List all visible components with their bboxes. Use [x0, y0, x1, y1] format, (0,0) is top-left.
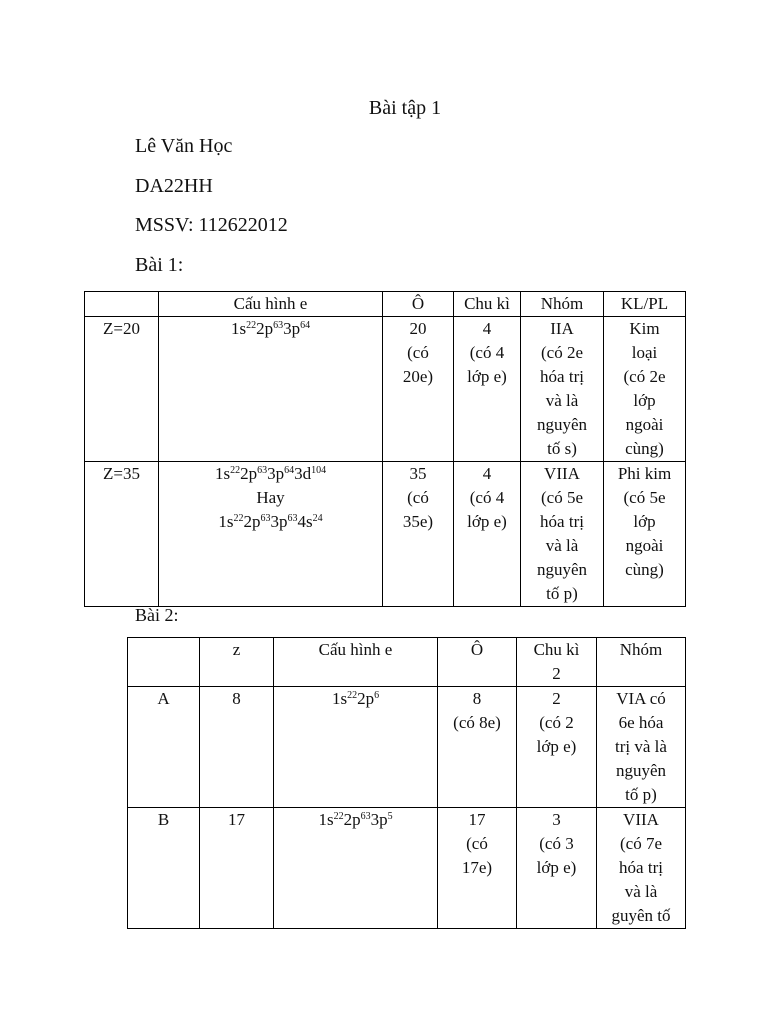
cell-line: 3: [552, 810, 561, 829]
cell-line: (có 2: [539, 713, 574, 732]
cell-line: 4: [482, 464, 492, 483]
cell-line: 35e): [402, 512, 434, 531]
group: [521, 462, 604, 607]
cell-line: tố s): [547, 439, 577, 458]
cell-line: ngoài: [625, 536, 664, 555]
cell-line: lớp e): [467, 512, 507, 531]
element-label: A: [128, 687, 200, 808]
header-cell: z: [200, 638, 274, 687]
header-cell: Chu kì: [454, 292, 521, 317]
header-cell: Cấu hình e: [274, 638, 438, 687]
cell-line: VIA có: [616, 689, 666, 708]
cell-line: 20: [409, 319, 427, 338]
cell-position: [438, 808, 517, 929]
cell-line: nguyên: [536, 415, 588, 434]
cell-line: (có 7e: [619, 834, 662, 853]
cell-line: 4: [482, 319, 492, 338]
cell-line: tố p): [546, 584, 578, 603]
cell-line: (có 5e: [623, 488, 666, 507]
table-row: [128, 808, 686, 929]
electron-config: $1s^{22}2p^{63}3p^{64}$: [159, 317, 383, 462]
cell-line: Phi kim: [617, 464, 672, 483]
electron-config-cell: [159, 462, 383, 607]
table-header-row: [128, 638, 686, 687]
cell-line: lớp e): [536, 858, 577, 877]
cell-line: (có 3: [539, 834, 574, 853]
class-code: DA22HH: [135, 175, 213, 197]
header-cell: Cấu hình e: [159, 292, 383, 317]
electron-count: 64: [300, 320, 311, 331]
electron-count: 63: [273, 320, 284, 331]
cell-line: VIIA: [544, 464, 580, 483]
atomic-number: Z=35: [85, 462, 159, 607]
cell-line: cùng): [625, 439, 664, 458]
electron-count: 6: [374, 690, 380, 701]
exercise-1-heading: Bài 1:: [135, 254, 184, 276]
cell-line: (có 8e): [453, 713, 501, 732]
cell-line: 2: [552, 689, 561, 708]
cell-position: [383, 462, 454, 607]
header-cell: Nhóm: [521, 292, 604, 317]
electron-count: 5: [387, 811, 393, 822]
cell-line: (có: [407, 343, 429, 362]
header-period-label: Chu kì: [533, 640, 580, 659]
metal-type: [604, 462, 686, 607]
cell-line: ngoài: [625, 415, 664, 434]
cell-line: (có 2e: [540, 343, 583, 362]
cell-line: hóa trị: [619, 858, 663, 877]
electron-count: 63: [360, 811, 371, 822]
cell-line: loại: [631, 343, 658, 362]
element-label: B: [128, 808, 200, 929]
electron-config: $1s^{22}2p^{63}3p^{64}3d^{104}$: [214, 464, 327, 483]
header-cell: Nhóm: [597, 638, 686, 687]
atomic-number: 8: [200, 687, 274, 808]
period: [517, 808, 597, 929]
cell-line: VIIA: [623, 810, 659, 829]
cell-line: (có 2e: [623, 367, 666, 386]
exercise-2-table: [127, 637, 686, 929]
cell-line: (có: [466, 834, 488, 853]
electron-count: 63: [257, 465, 268, 476]
cell-line: 17: [468, 810, 486, 829]
electron-count: 63: [287, 513, 298, 524]
header-period-extra: 2: [552, 664, 561, 683]
electron-config: $1s^{22}2p^{63}3p^5$: [274, 808, 438, 929]
exercise-1-table: [84, 291, 686, 607]
cell-line: (có 4: [469, 343, 505, 362]
electron-count: 104: [311, 465, 327, 476]
cell-line: hóa trị: [540, 512, 584, 531]
header-cell: [85, 292, 159, 317]
group: [597, 808, 686, 929]
cell-line: 20e): [402, 367, 434, 386]
cell-line: 35: [409, 464, 427, 483]
config-or-label: Hay: [256, 488, 285, 507]
header-cell: [128, 638, 200, 687]
page-title: Bài tập 1: [368, 97, 442, 119]
table-header-row: [85, 292, 686, 317]
cell-line: 6e hóa: [618, 713, 664, 732]
cell-line: lớp: [633, 391, 656, 410]
cell-line: lớp: [633, 512, 656, 531]
electron-count: 63: [260, 513, 271, 524]
cell-line: lớp e): [536, 737, 577, 756]
cell-line: nguyên: [536, 560, 588, 579]
cell-line: (có: [407, 488, 429, 507]
period: [517, 687, 597, 808]
cell-position: [438, 687, 517, 808]
cell-line: và là: [545, 536, 579, 555]
cell-position: [383, 317, 454, 462]
table-row: [128, 687, 686, 808]
cell-line: Kim: [629, 319, 660, 338]
table-row: [85, 462, 686, 607]
cell-line: tố p): [625, 785, 657, 804]
electron-count: 22: [246, 320, 257, 331]
electron-config-alt: $1s^{22}2p^{63}3p^{63}4s^{24}$: [218, 512, 323, 531]
cell-line: cùng): [625, 560, 664, 579]
period: [454, 462, 521, 607]
header-cell: [517, 638, 597, 687]
cell-line: và là: [545, 391, 579, 410]
cell-line: nguyên: [615, 761, 667, 780]
cell-line: 8: [472, 689, 482, 708]
cell-line: (có 5e: [540, 488, 583, 507]
header-cell: Ô: [438, 638, 517, 687]
period: [454, 317, 521, 462]
cell-line: trị và là: [615, 737, 667, 756]
electron-count: 22: [230, 465, 241, 476]
electron-count: 22: [333, 811, 344, 822]
atomic-number: Z=20: [85, 317, 159, 462]
group: [521, 317, 604, 462]
electron-count: 64: [284, 465, 295, 476]
exercise-2-heading: Bài 2:: [135, 605, 179, 625]
cell-line: và là: [624, 882, 658, 901]
cell-line: (có 4: [469, 488, 505, 507]
cell-line: lớp e): [467, 367, 507, 386]
cell-line: hóa trị: [540, 367, 584, 386]
electron-count: 22: [347, 690, 358, 701]
cell-line: IIA: [550, 319, 574, 338]
student-name: Lê Văn Học: [135, 135, 233, 157]
student-id: MSSV: 112622012: [135, 214, 288, 236]
cell-line: guyên tố: [611, 906, 671, 925]
metal-type: [604, 317, 686, 462]
table-row: [85, 317, 686, 462]
electron-config: $1s^{22}2p^6$: [274, 687, 438, 808]
electron-count: 24: [312, 513, 323, 524]
electron-count: 22: [233, 513, 244, 524]
cell-line: 17e): [461, 858, 493, 877]
group: [597, 687, 686, 808]
header-cell: KL/PL: [604, 292, 686, 317]
header-cell: Ô: [383, 292, 454, 317]
atomic-number: 17: [200, 808, 274, 929]
